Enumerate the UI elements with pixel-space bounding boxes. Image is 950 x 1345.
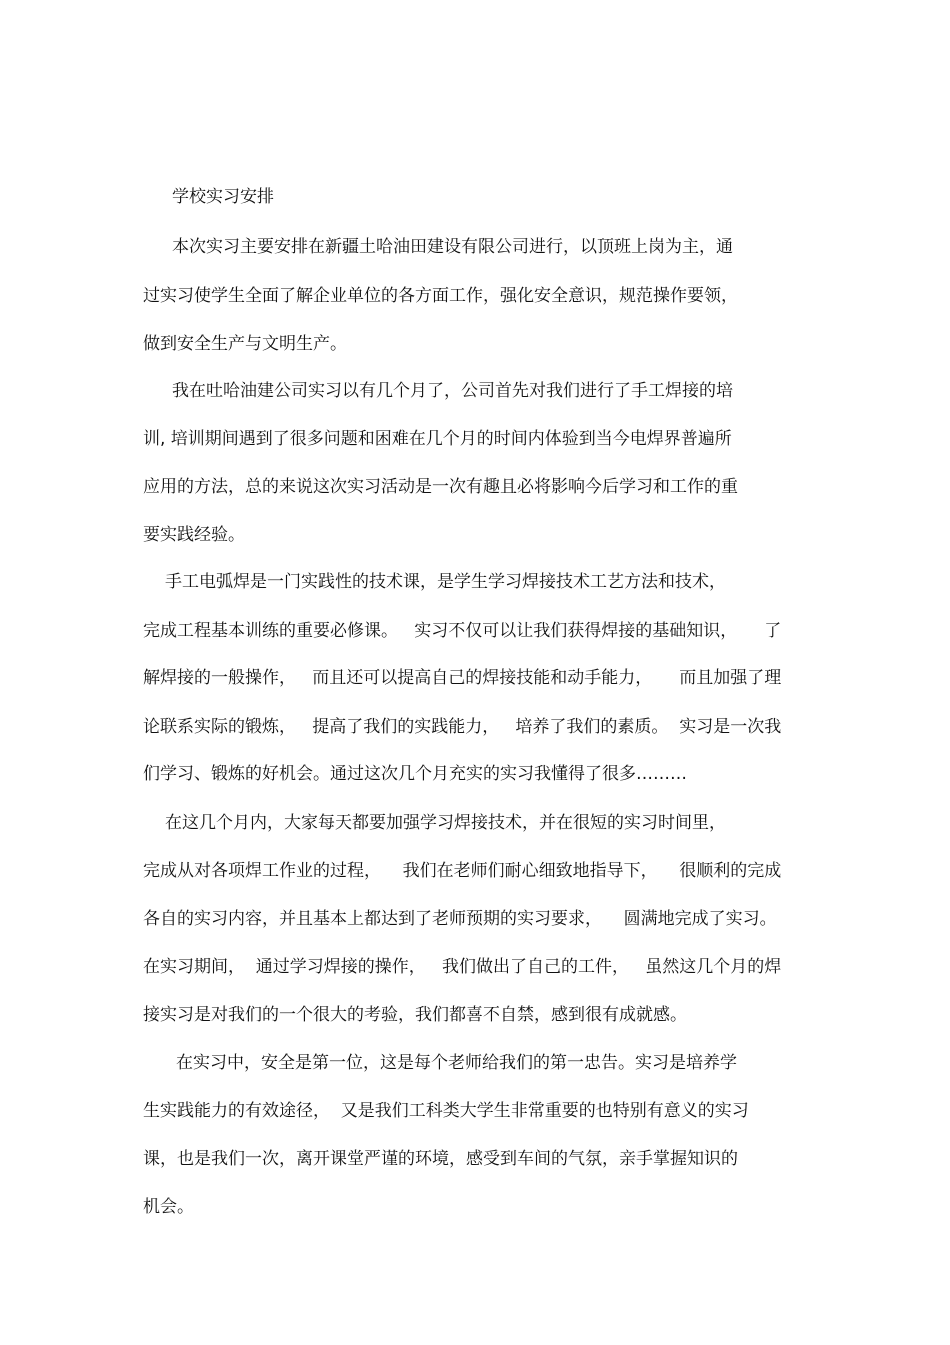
- paragraph-3-line-2: 完成工程基本训练的重要必修课。 实习不仅可以让我们获得焊接的基础知识， 了: [143, 621, 782, 641]
- paragraph-2-line-2: 训, 培训期间遇到了很多问题和困难在几个月的时间内体验到当今电焊界普遍所: [143, 429, 732, 449]
- paragraph-5-line-3: 课，也是我们一次，离开课堂严谨的环境，感受到车间的气氛，亲手掌握知识的: [143, 1149, 738, 1169]
- paragraph-4-line-5: 接实习是对我们的一个很大的考验，我们都喜不自禁，感到很有成就感。: [143, 1005, 687, 1025]
- paragraph-3-line-1: 手工电弧焊是一门实践性的技术课，是学生学习焊接技术工艺方法和技术，: [165, 572, 726, 592]
- paragraph-1-line-1: 本次实习主要安排在新疆土哈油田建设有限公司进行，以顶班上岗为主，通: [172, 237, 733, 257]
- paragraph-2-line-1: 我在吐哈油建公司实习以有几个月了，公司首先对我们进行了手工焊接的培: [172, 381, 733, 401]
- paragraph-1-line-2: 过实习使学生全面了解企业单位的各方面工作，强化安全意识，规范操作要领，: [143, 286, 738, 306]
- paragraph-5-line-4: 机会。: [143, 1197, 194, 1217]
- paragraph-5-line-1: 在实习中，安全是第一位，这是每个老师给我们的第一忠告。实习是培养学: [176, 1053, 737, 1073]
- paragraph-3-line-3: 解焊接的一般操作， 而且还可以提高自己的焊接技能和动手能力， 而且加强了理: [143, 668, 782, 688]
- paragraph-1-line-3: 做到安全生产与文明生产。: [143, 334, 347, 354]
- paragraph-2-line-4: 要实践经验。: [143, 525, 245, 545]
- paragraph-2-line-3: 应用的方法，总的来说这次实习活动是一次有趣且必将影响今后学习和工作的重: [143, 477, 738, 497]
- paragraph-3-line-4: 论联系实际的锻炼， 提高了我们的实践能力， 培养了我们的素质。 实习是一次我: [143, 717, 782, 737]
- paragraph-4-line-2: 完成从对各项焊工作业的过程， 我们在老师们耐心细致地指导下， 很顺利的完成: [143, 861, 782, 881]
- document-title: 学校实习安排: [172, 187, 274, 207]
- paragraph-4-line-3: 各自的实习内容，并且基本上都达到了老师预期的实习要求， 圆满地完成了实习。: [143, 909, 777, 929]
- paragraph-3-line-5: 们学习、锻炼的好机会。通过这次几个月充实的实习我懂得了很多………: [143, 764, 687, 784]
- paragraph-4-line-4: 在实习期间， 通过学习焊接的操作， 我们做出了自己的工件， 虽然这几个月的焊: [143, 957, 782, 977]
- paragraph-4-line-1: 在这几个月内，大家每天都要加强学习焊接技术，并在很短的实习时间里，: [165, 813, 726, 833]
- paragraph-5-line-2: 生实践能力的有效途径， 又是我们工科类大学生非常重要的也特别有意义的实习: [143, 1101, 749, 1121]
